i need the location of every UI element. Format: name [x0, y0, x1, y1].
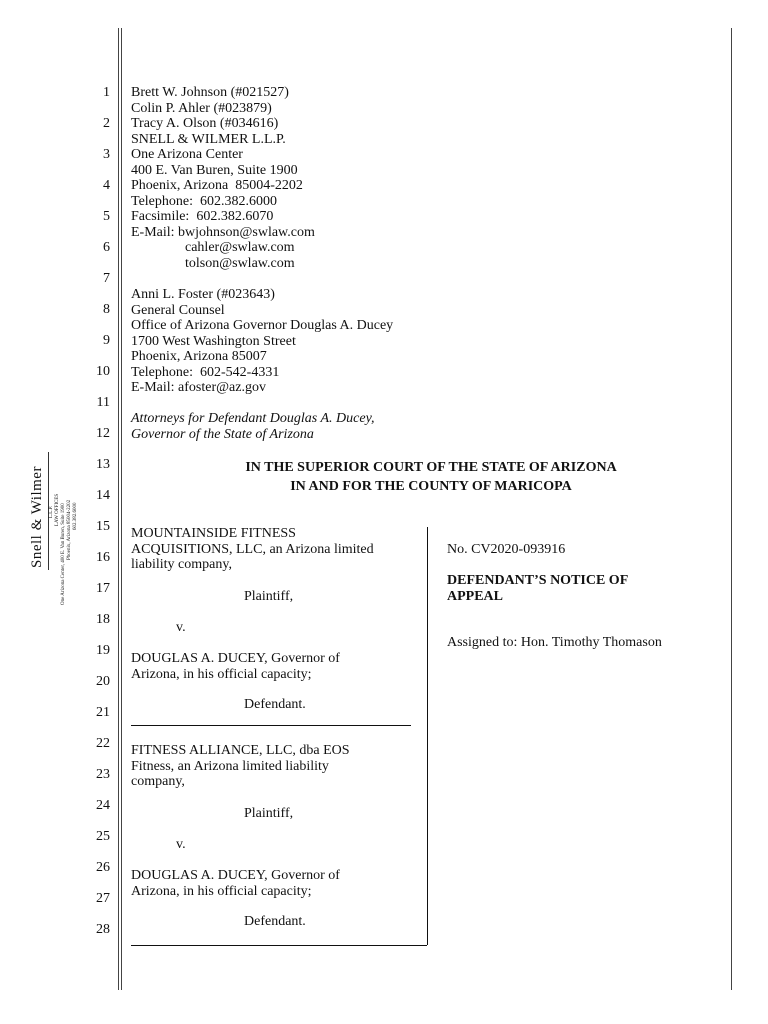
line-number: 3 [103, 147, 110, 162]
counsel-line: E-Mail: afoster@az.gov [131, 380, 266, 395]
firm-phone: 602.382.6000 [73, 502, 78, 530]
line-number: 26 [96, 860, 110, 875]
line-number: 12 [96, 426, 110, 441]
line-number: 8 [103, 302, 110, 317]
line-number: 22 [96, 736, 110, 751]
left-margin-rule-2 [121, 28, 122, 990]
line-number: 21 [96, 705, 110, 720]
line-number: 5 [103, 209, 110, 224]
caption-versus: v. [176, 620, 186, 635]
line-number: 14 [96, 488, 110, 503]
caption-plaintiff: FITNESS ALLIANCE, LLC, dba EOS [131, 743, 350, 758]
counsel-line: tolson@swlaw.com [185, 255, 295, 271]
line-number: 4 [103, 178, 110, 193]
caption-plaintiff: MOUNTAINSIDE FITNESS [131, 526, 296, 541]
counsel-line: SNELL & WILMER L.L.P. [131, 131, 286, 147]
line-number: 24 [96, 798, 110, 813]
counsel-line: Office of Arizona Governor Douglas A. Ducey [131, 318, 394, 333]
document-title: APPEAL [447, 588, 503, 604]
caption-defendant: Arizona, in his official capacity; [131, 883, 312, 899]
line-number: 7 [103, 271, 110, 286]
counsel-line: 1700 West Washington Street [131, 333, 296, 349]
document-title: DEFENDANT’S NOTICE OF [447, 573, 629, 588]
caption-defendant: DOUGLAS A. DUCEY, Governor of [131, 651, 340, 666]
line-number: 10 [96, 364, 110, 379]
counsel-line: One Arizona Center [131, 147, 243, 162]
caption-defendant-role: Defendant. [244, 697, 306, 712]
caption-defendant: DOUGLAS A. DUCEY, Governor of [131, 868, 340, 883]
caption-defendant: Arizona, in his official capacity; [131, 666, 312, 682]
counsel-line: E-Mail: bwjohnson@swlaw.com [131, 224, 315, 240]
line-number: 6 [103, 240, 110, 255]
counsel-line: Phoenix, Arizona 85007 [131, 349, 267, 364]
counsel-line: Facsimile: 602.382.6070 [131, 209, 274, 224]
caption-plaintiff: ACQUISITIONS, LLC, an Arizona limited [131, 541, 374, 557]
counsel-line: Tracy A. Olson (#034616) [131, 116, 279, 131]
line-number: 20 [96, 674, 110, 689]
line-number: 23 [96, 767, 110, 782]
caption-versus: v. [176, 837, 186, 852]
caption-divider [427, 527, 428, 945]
line-number: 16 [96, 550, 110, 565]
assigned-judge: Assigned to: Hon. Timothy Thomason [447, 635, 662, 650]
caption-defendant-role: Defendant. [244, 914, 306, 929]
line-number: 19 [96, 643, 110, 658]
line-number: 25 [96, 829, 110, 844]
court-title: IN THE SUPERIOR COURT OF THE STATE OF ARIZONA [245, 460, 617, 475]
counsel-line: Telephone: 602-542-4331 [131, 364, 280, 380]
line-number: 15 [96, 519, 110, 534]
left-margin-rule-1 [118, 28, 119, 990]
caption-plaintiff-role: Plaintiff, [244, 589, 294, 604]
line-number: 2 [103, 116, 110, 131]
caption-plaintiff-role: Plaintiff, [244, 806, 294, 821]
firm-name: Snell & Wilmer [29, 466, 45, 568]
caption-1-underline [131, 725, 411, 726]
line-number: 13 [96, 457, 110, 472]
right-margin-rule [731, 28, 732, 990]
caption-plaintiff: liability company, [131, 557, 232, 572]
attorneys-for-line: Attorneys for Defendant Douglas A. Ducey, [131, 411, 375, 426]
caption-plaintiff: company, [131, 774, 185, 789]
counsel-line: Anni L. Foster (#023643) [131, 287, 275, 302]
line-number: 28 [96, 922, 110, 937]
caption-2-underline [131, 945, 427, 946]
counsel-line: Phoenix, Arizona 85004-2202 [131, 178, 303, 193]
counsel-line: cahler@swlaw.com [185, 240, 295, 255]
line-number: 27 [96, 891, 110, 906]
counsel-line: 400 E. Van Buren, Suite 1900 [131, 162, 298, 178]
firm-address-2: Phoenix, Arizona 85004-2202 [67, 499, 72, 560]
case-number: No. CV2020-093916 [447, 542, 566, 557]
line-number: 11 [96, 395, 110, 410]
line-number: 9 [103, 333, 110, 348]
line-number: 18 [96, 612, 110, 627]
counsel-line: Telephone: 602.382.6000 [131, 193, 277, 209]
attorneys-for-line: Governor of the State of Arizona [131, 426, 314, 442]
firm-address-1: One Arizona Center, 400 E. Van Buren, Suite 1900 [61, 503, 66, 605]
firm-law-offices: LAW OFFICES [55, 493, 60, 526]
line-number: 17 [96, 581, 110, 596]
line-number: 1 [103, 85, 110, 100]
court-county: IN AND FOR THE COUNTY OF MARICOPA [290, 479, 572, 494]
firm-llp: L.L.P. [49, 505, 54, 518]
counsel-line: Colin P. Ahler (#023879) [131, 100, 272, 116]
counsel-line: Brett W. Johnson (#021527) [131, 85, 289, 100]
caption-plaintiff: Fitness, an Arizona limited liability [131, 758, 329, 774]
counsel-line: General Counsel [131, 302, 225, 318]
